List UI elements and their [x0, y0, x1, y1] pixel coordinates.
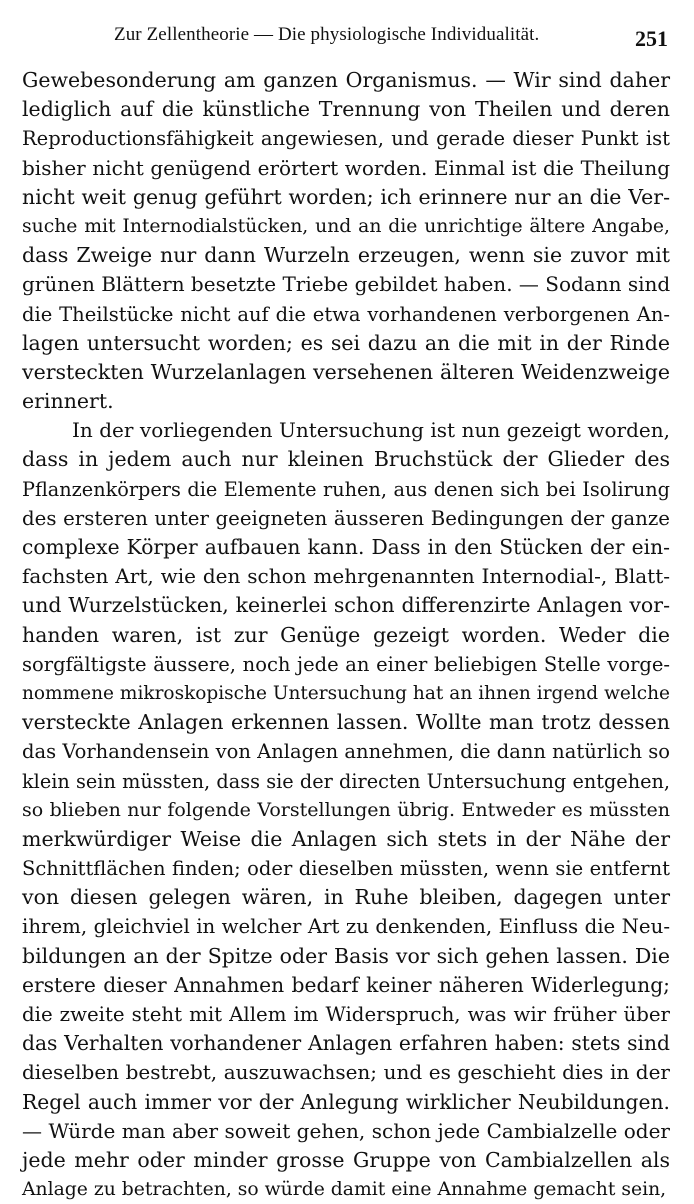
text-line: Reproductionsfähigkeit angewiesen, und gerade dieser Punkt ist [22, 127, 670, 151]
text-line: von diesen gelegen wären, in Ruhe bleiben, dagegen unter [22, 885, 670, 910]
text-line: sorgfältigste äussere, noch jede an einer beliebigen Stelle vorge- [22, 652, 670, 676]
text-line: suche mit Internodialstücken, und an die unrichtige ältere Angabe, [22, 215, 670, 237]
text-line: dass Zweige nur dann Wurzeln erzeugen, wenn sie zuvor mit [22, 243, 670, 268]
text-line: das Vorhandensein von Anlagen annehmen, die dann natürlich so [22, 740, 670, 764]
running-head: Zur Zellentheorie — Die physiologische Individualität. [114, 24, 540, 45]
text-line: Pflanzenkörpers die Elemente ruhen, aus denen sich bei Isolirung [22, 477, 670, 501]
text-line: lediglich auf die künstliche Trennung von Theilen und deren [22, 97, 670, 122]
text-line: In der vorliegenden Untersuchung ist nun gezeigt worden, [72, 418, 670, 443]
text-line: jede mehr oder minder grosse Gruppe von Cambialzellen als [22, 1147, 670, 1172]
text-line: und Wurzelstücken, keinerlei schon differenzirte Anlagen vor- [22, 593, 670, 618]
text-line: — Würde man aber soweit gehen, schon jede Cambialzelle oder [22, 1118, 670, 1143]
text-line: Gewebesonderung am ganzen Organismus. — Wir sind daher [22, 68, 670, 92]
text-line: die zweite steht mit Allem im Widerspruch, was wir früher über [22, 1003, 670, 1026]
body-text [22, 66, 670, 1204]
text-line: fachsten Art, wie den schon mehrgenannten Internodial-, Blatt- [22, 564, 670, 589]
paragraph-2 [22, 416, 670, 1204]
text-line: versteckten Wurzelanlagen versehenen älteren Weidenzweige [22, 359, 670, 384]
page-header [22, 14, 670, 51]
text-line: complexe Körper aufbauen kann. Dass in den Stücken der ein- [22, 535, 670, 559]
text-line: ihrem, gleichviel in welcher Art zu denkenden, Einfluss die Neu- [22, 915, 670, 939]
paragraph-1 [22, 66, 670, 416]
text-line: nicht weit genug geführt worden; ich erinnere nur an die Ver- [22, 184, 670, 209]
text-line: dass in jedem auch nur kleinen Bruchstück der Glieder des [22, 447, 670, 472]
text-line: erstere dieser Annahmen bedarf keiner näheren Widerlegung; [22, 972, 670, 997]
text-line: des ersteren unter geeigneten äusseren Bedingungen der ganze [22, 506, 670, 530]
text-line: grünen Blättern besetzte Triebe gebildet haben. — Sodann sind [22, 272, 671, 297]
text-line: bildungen an der Spitze oder Basis vor sich gehen lassen. Die [22, 943, 670, 968]
text-line: erinnert. [22, 389, 114, 414]
text-line: das Verhalten vorhandener Anlagen erfahren haben: stets sind [22, 1031, 670, 1056]
text-line: die Theilstücke nicht auf die etwa vorhandenen verborgenen An- [22, 302, 670, 326]
text-line: dieselben bestrebt, auszuwachsen; und es geschieht dies in der [22, 1060, 670, 1085]
text-line: lagen untersucht worden; es sei dazu an die mit in der Rinde [22, 330, 670, 355]
text-line: Schnittflächen finden; oder dieselben müssten, wenn sie entfernt [22, 857, 670, 881]
text-line: so blieben nur folgende Vorstellungen übrig. Entweder es müssten [22, 798, 670, 821]
text-line: versteckte Anlagen erkennen lassen. Wollte man trotz dessen [22, 710, 670, 735]
text-line: nommene mikroskopische Untersuchung hat an ihnen irgend welche [22, 682, 670, 704]
page-number: 251 [635, 26, 668, 51]
text-line: Regel auch immer vor der Anlegung wirklicher Neubildungen. [22, 1089, 670, 1114]
text-line: Anlage zu betrachten, so würde damit eine Annahme gemacht sein, [22, 1179, 667, 1201]
text-line: handen waren, ist zur Genüge gezeigt worden. Weder die [22, 622, 670, 647]
text-line: klein sein müssten, dass sie der directen Untersuchung entgehen, [22, 769, 670, 793]
text-line: bisher nicht genügend erörtert worden. Einmal ist die Theilung [22, 155, 670, 180]
text-line: merkwürdiger Weise die Anlagen sich stets in der Nähe der [22, 826, 670, 851]
